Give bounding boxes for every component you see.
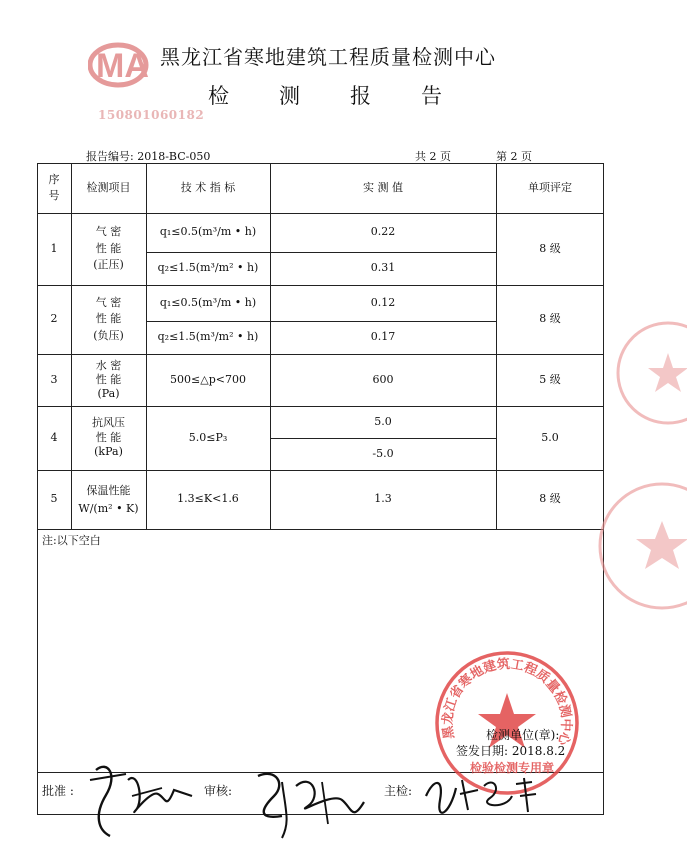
header-measured: 实 测 值 xyxy=(363,180,403,194)
report-title: 检测报告 xyxy=(208,84,492,108)
row-spec: q₂≤1.5(m³/m² • h) xyxy=(157,261,259,275)
row-value: -5.0 xyxy=(372,446,394,460)
review-label: 审核: xyxy=(204,784,233,798)
issue-date: 签发日期: 2018.8.2 xyxy=(456,744,566,758)
page-total: 共 2 页 xyxy=(415,150,451,163)
row-value: 1.3 xyxy=(374,492,392,506)
row-value: 0.31 xyxy=(370,261,396,275)
header-grade: 单项评定 xyxy=(528,180,572,194)
row-no: 1 xyxy=(50,241,58,255)
row-value: 0.12 xyxy=(370,295,396,309)
seam-stamp xyxy=(608,318,687,428)
main-inspector-label: 主检: xyxy=(384,784,413,798)
row-grade: 8 级 xyxy=(539,312,561,326)
row-value: 0.17 xyxy=(370,330,396,344)
row-grade: 5.0 xyxy=(541,430,559,444)
row-item: 气 密 性 能 (正压) xyxy=(93,225,124,272)
seam-stamp xyxy=(592,476,687,616)
row-spec: q₁≤0.5(m³/m • h) xyxy=(159,295,257,309)
row-spec: 5.0≤P₃ xyxy=(188,430,228,444)
row-no: 3 xyxy=(50,372,58,386)
report-number: 报告编号: 2018-BC-050 xyxy=(86,150,211,163)
approve-label: 批准 : xyxy=(42,784,74,798)
row-spec: 500≤△p<700 xyxy=(170,372,246,386)
svg-text:黑龙江省寒地建筑工程质量检测中心: 黑龙江省寒地建筑工程质量检测中心 xyxy=(440,657,574,747)
approver-signature xyxy=(88,750,198,844)
row-no: 4 xyxy=(50,430,58,444)
header-spec: 技 术 指 标 xyxy=(180,180,236,194)
reviewer-signature xyxy=(252,762,372,846)
notes: 注:以下空白 xyxy=(42,534,101,547)
svg-text:检验检测专用章: 检验检测专用章 xyxy=(470,761,555,775)
page-current: 第 2 页 xyxy=(496,150,532,163)
row-item: 气 密 性 能 (负压) xyxy=(93,295,124,342)
row-grade: 8 级 xyxy=(539,492,561,506)
organization-name: 黑龙江省寒地建筑工程质量检测中心 xyxy=(160,45,496,69)
row-grade: 5 级 xyxy=(539,372,561,386)
header-item: 检测项目 xyxy=(86,180,131,194)
row-value: 5.0 xyxy=(374,414,392,428)
testing-unit: 检测单位(章): xyxy=(486,728,560,742)
row-spec: 1.3≤K<1.6 xyxy=(177,492,239,506)
row-value: 600 xyxy=(372,372,394,386)
row-spec: q₁≤0.5(m³/m • h) xyxy=(159,225,257,239)
row-no: 2 xyxy=(50,312,58,326)
row-no: 5 xyxy=(50,492,58,506)
cma-logo xyxy=(88,40,168,90)
row-item: 抗风压 性 能 (kPa) xyxy=(92,415,125,459)
row-spec: q₂≤1.5(m³/m² • h) xyxy=(157,330,259,344)
svg-text:MA: MA xyxy=(96,47,149,85)
main-inspector-signature xyxy=(420,766,540,830)
row-value: 0.22 xyxy=(370,225,396,239)
row-item: 水 密 性 能 (Pa) xyxy=(95,358,122,401)
header-no: 序 号 xyxy=(48,172,60,202)
cma-number: 150801060182 xyxy=(98,108,205,122)
row-grade: 8 级 xyxy=(539,241,561,255)
row-item: 保温性能 W/(m² • K) xyxy=(78,483,139,515)
